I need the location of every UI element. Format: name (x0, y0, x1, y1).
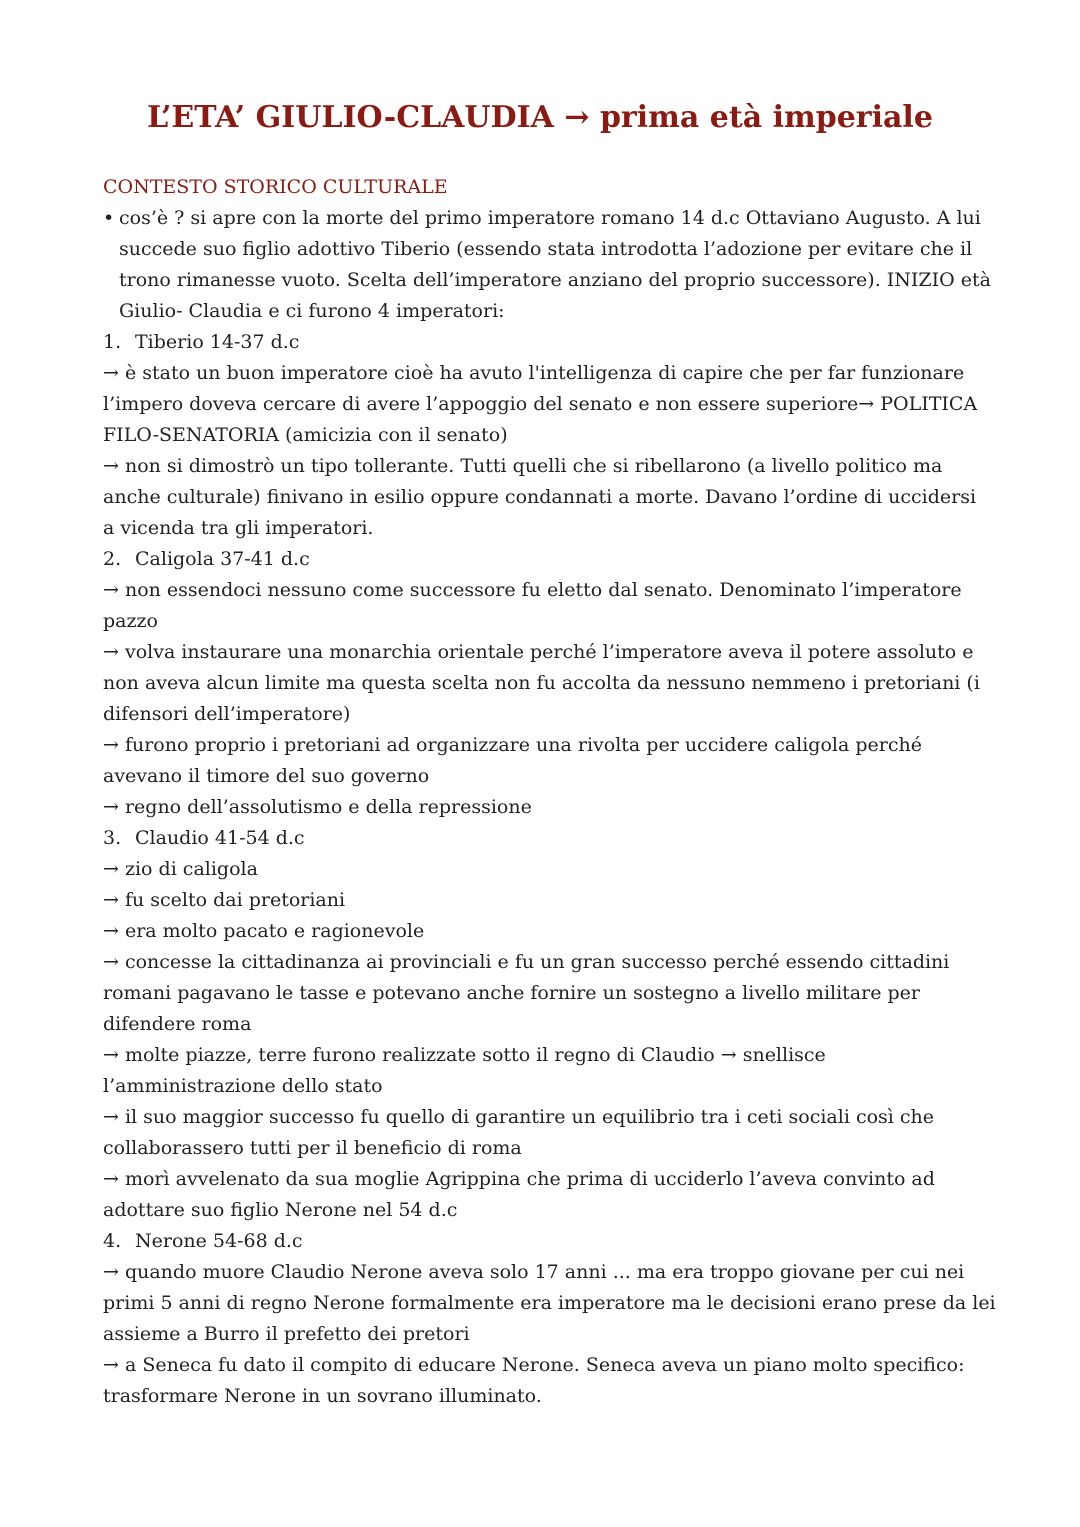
body-line: → non essendoci nessuno come successore fu eletto dal senato. Denominato l’imperatore (103, 579, 962, 601)
body-line: avevano il timore del suo governo (103, 765, 430, 787)
bullet-line (103, 203, 988, 234)
emperor-heading (103, 1226, 988, 1257)
body-line: l’impero doveva cercare di avere l’appoggio del senato e non essere superiore→ POLITICA (103, 393, 978, 415)
list-number: 1. (103, 331, 122, 353)
body-line: → non si dimostrò un tipo tollerante. Tutti quelli che si ribellarono (a livello politico ma (103, 455, 943, 477)
body-line: → quando muore Claudio Nerone aveva solo 17 anni ... ma era troppo giovane per cui nei (103, 1261, 965, 1283)
body-line: → concesse la cittadinanza ai provinciali e fu un gran successo perché essendo cittadini (103, 951, 950, 973)
body-line: → è stato un buon imperatore cioè ha avuto l'intelligenza di capire che per far funzionare (103, 362, 965, 384)
body-line: difendere roma (103, 1013, 252, 1035)
body-line: → era molto pacato e ragionevole (103, 920, 425, 942)
emperor-name: Tiberio 14-37 d.c (135, 331, 300, 353)
bullet-line: Giulio- Claudia e ci furono 4 imperatori: (119, 300, 505, 322)
emperor-heading (103, 823, 988, 854)
body-line: collaborassero tutti per il beneficio di roma (103, 1137, 522, 1159)
bullet-icon: • (103, 207, 115, 229)
bullet-line: succede suo figlio adottivo Tiberio (essendo stata introdotta l’adozione per evitare che il (119, 238, 973, 260)
list-number: 3. (103, 827, 122, 849)
body-line: → volva instaurare una monarchia orientale perché l’imperatore aveva il potere assoluto e (103, 641, 974, 663)
intro-bullet (103, 203, 991, 327)
body-line: → fu scelto dai pretoriani (103, 889, 346, 911)
body-line: → molte piazze, terre furono realizzate sotto il regno di Claudio → snellisce (103, 1044, 826, 1066)
body-line: anche culturale) finivano in esilio oppure condannati a morte. Davano l’ordine di uccidersi (103, 486, 977, 508)
list-number: 2. (103, 548, 122, 570)
body-line: → regno dell’assolutismo e della repressione (103, 796, 532, 818)
body-line: l’amministrazione dello stato (103, 1075, 383, 1097)
emperor-section (103, 1226, 996, 1412)
page-title: L’ETA’ GIULIO-CLAUDIA → prima età imperiale (147, 100, 933, 135)
section-heading: CONTESTO STORICO CULTURALE (103, 176, 448, 198)
body-line: → furono proprio i pretoriani ad organizzare una rivolta per uccidere caligola perché (103, 734, 922, 756)
body-line: romani pagavano le tasse e potevano anche fornire un sostegno a livello militare per (103, 982, 920, 1004)
emperor-name: Nerone 54-68 d.c (135, 1230, 303, 1252)
body-line: pazzo (103, 610, 158, 632)
body-line: assieme a Burro il prefetto dei pretori (103, 1323, 470, 1345)
bullet-line: trono rimanesse vuoto. Scelta dell’imperatore anziano del proprio successore). INIZIO età (119, 269, 991, 291)
body-line: a vicenda tra gli imperatori. (103, 517, 374, 539)
body-line: → il suo maggior successo fu quello di garantire un equilibrio tra i ceti sociali così che (103, 1106, 935, 1128)
list-number: 4. (103, 1230, 122, 1252)
emperor-name: Claudio 41-54 d.c (135, 827, 305, 849)
body-line: → morì avvelenato da sua moglie Agrippina che prima di ucciderlo l’aveva convinto ad (103, 1168, 935, 1190)
body-line: FILO-SENATORIA (amicizia con il senato) (103, 424, 508, 446)
document-body (103, 172, 996, 1412)
body-line: adottare suo figlio Nerone nel 54 d.c (103, 1199, 458, 1221)
emperor-list (103, 327, 996, 1412)
emperor-heading (103, 544, 988, 575)
emperor-section (103, 823, 988, 1226)
body-line: trasformare Nerone in un sovrano illuminato. (103, 1385, 542, 1407)
body-line: primi 5 anni di regno Nerone formalmente era imperatore ma le decisioni erano prese da lei (103, 1292, 996, 1314)
emperor-name: Caligola 37-41 d.c (135, 548, 310, 570)
body-line: → a Seneca fu dato il compito di educare Nerone. Seneca aveva un piano molto specifico: (103, 1354, 965, 1376)
emperor-heading (103, 327, 988, 358)
emperor-section (103, 327, 988, 544)
emperor-section (103, 544, 988, 823)
bullet-text: cos’è ? si apre con la morte del primo imperatore romano 14 d.c Ottaviano Augusto. A lui (119, 207, 981, 229)
body-line: non aveva alcun limite ma questa scelta non fu accolta da nessuno nemmeno i pretoriani (i (103, 672, 980, 694)
body-line: difensori dell’imperatore) (103, 703, 351, 725)
body-line: → zio di caligola (103, 858, 258, 880)
